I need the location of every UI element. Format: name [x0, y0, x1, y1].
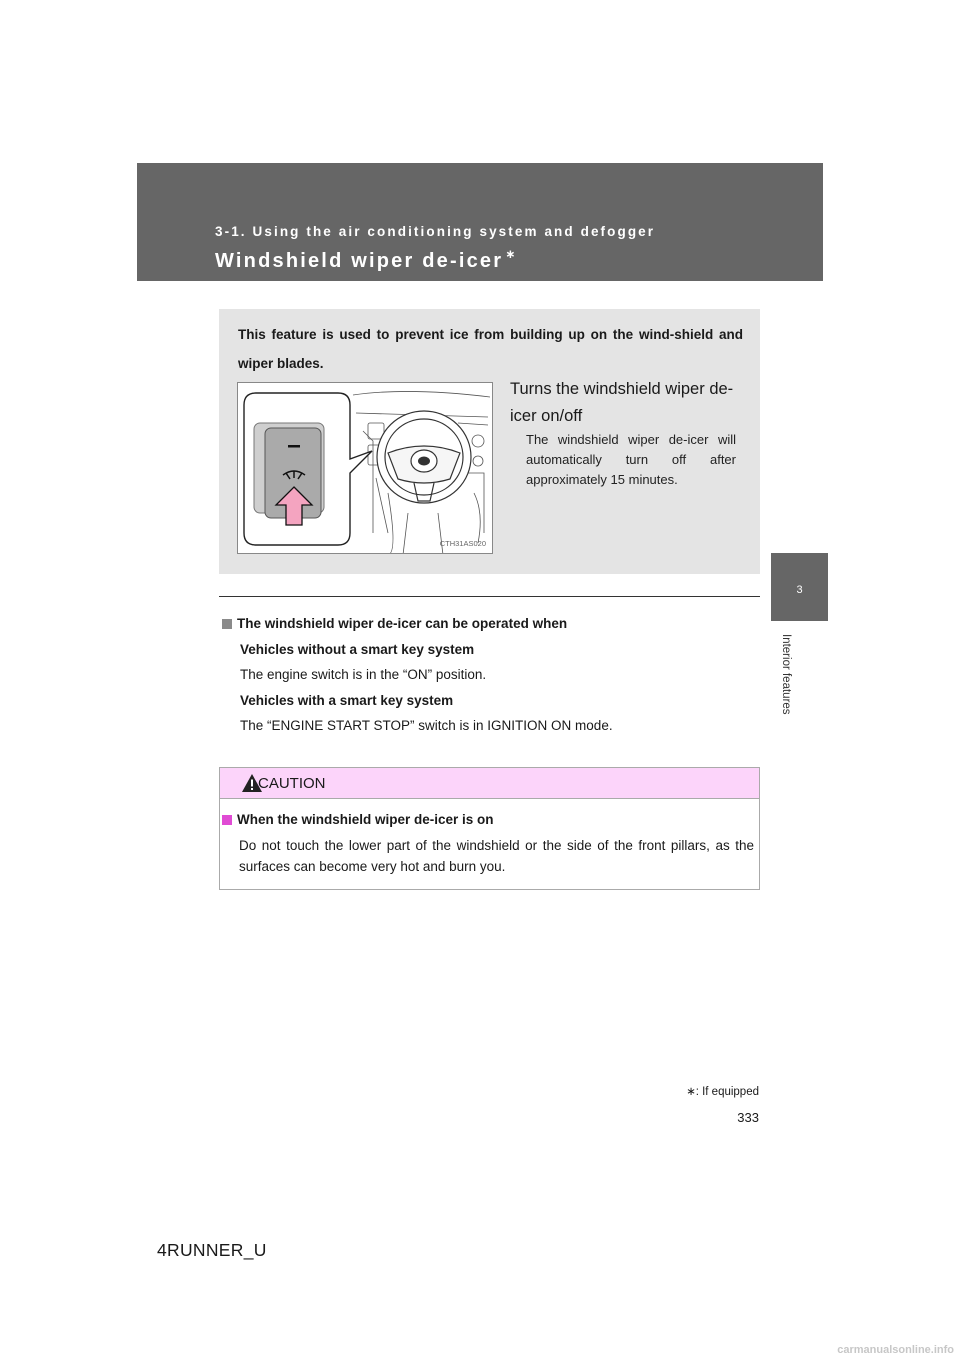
bullet-square-icon — [222, 619, 232, 629]
caution-body: Do not touch the lower part of the windshield or the side of the front pillars, as the surfaces can become very hot and burn you. — [239, 838, 754, 874]
intro-text: This feature is used to prevent ice from building up on the wind-shield and wiper blades. — [238, 327, 743, 371]
image-code: CTH31AS020 — [439, 539, 486, 548]
caution-subheading — [222, 812, 494, 827]
section-divider — [219, 596, 760, 597]
chapter-name: Interior features — [780, 634, 792, 715]
condition-text: The engine switch is in the “ON” position. — [240, 667, 487, 683]
equipped-marker: ∗ — [505, 247, 518, 261]
callout-title: Turns the windshield wiper de-icer on/off — [510, 380, 734, 425]
chapter-number: 3 — [796, 584, 803, 596]
operation-conditions — [222, 611, 762, 739]
callout-note: The windshield wiper de-icer will automatically turn off after approximately 15 minutes. — [526, 432, 736, 487]
dashboard-illustration — [237, 382, 493, 554]
bullet-square-icon — [222, 815, 232, 825]
operation-heading-text: The windshield wiper de-icer can be operated when — [237, 616, 568, 631]
header-band — [137, 163, 823, 281]
operation-heading — [222, 611, 762, 637]
model-code: 4RUNNER_U — [157, 1240, 267, 1260]
intro-box — [219, 309, 760, 574]
dashboard-drawing — [238, 383, 493, 554]
page-title-text: Windshield wiper de-icer — [215, 250, 504, 272]
caution-subheading-text: When the windshield wiper de-icer is on — [237, 812, 494, 827]
chapter-tab[interactable] — [771, 553, 828, 621]
caution-box — [219, 767, 760, 890]
condition-title: Vehicles with a smart key system — [240, 692, 454, 708]
footnote: ∗: If equipped — [686, 1086, 759, 1098]
caution-label: CAUTION — [258, 775, 326, 792]
section-label: 3-1. Using the air conditioning system and defogger — [215, 224, 656, 239]
caution-header — [220, 768, 759, 799]
page-title — [215, 247, 518, 273]
condition-text: The “ENGINE START STOP” switch is in IGNITION ON mode. — [240, 718, 613, 734]
condition-title: Vehicles without a smart key system — [240, 641, 475, 657]
watermark[interactable]: carmanualsonline.info — [837, 1344, 954, 1356]
page-number: 333 — [737, 1110, 759, 1125]
